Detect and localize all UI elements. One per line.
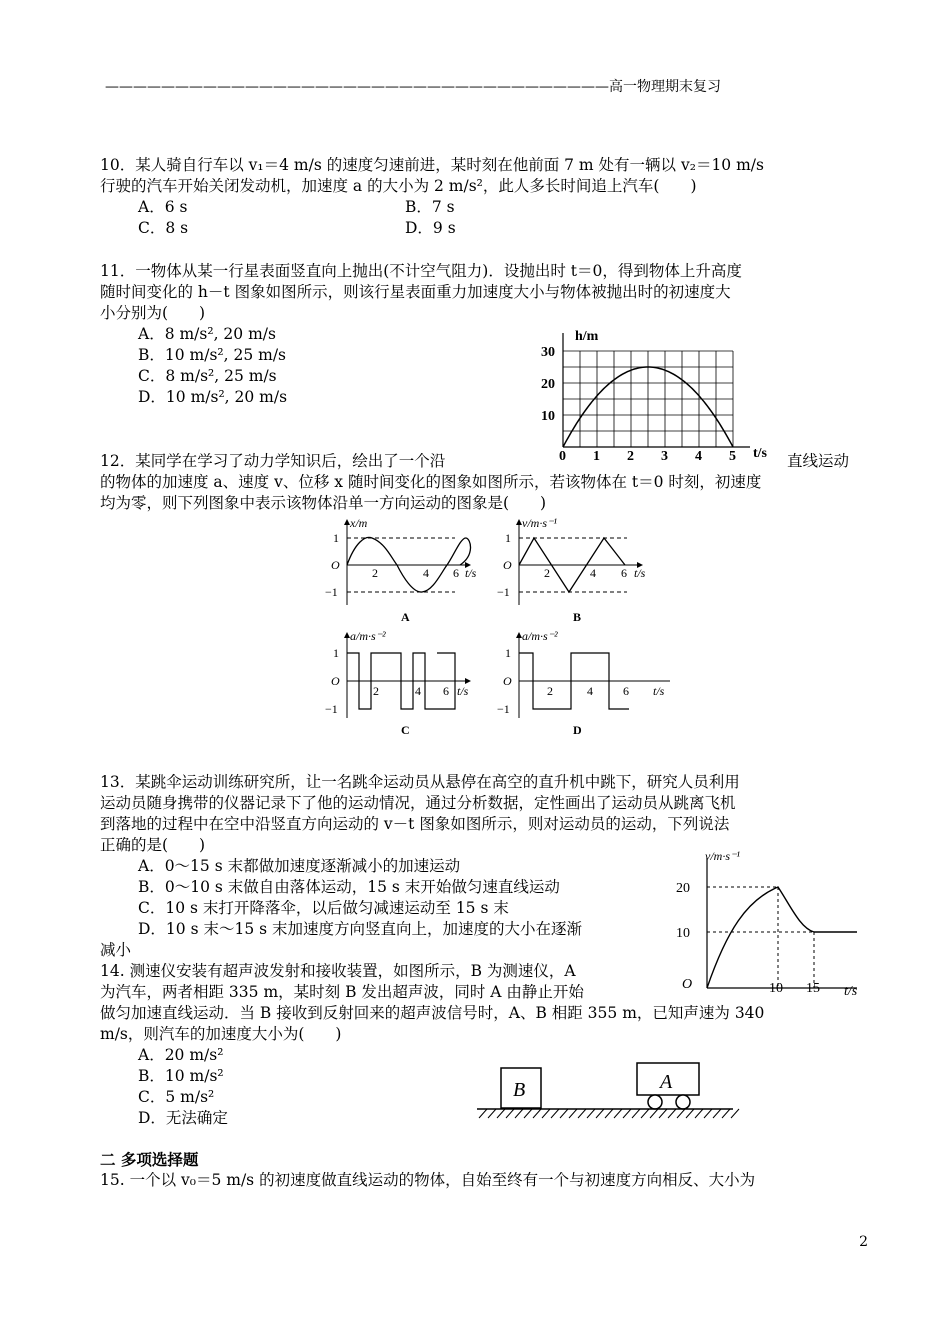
q11-line3: 小分别为( ): [100, 304, 206, 322]
origin-label: O: [682, 977, 693, 992]
graph-c-tick-6: 6: [443, 684, 449, 698]
q13-option-b: B．0～10 s 末做自由落体运动，15 s 末开始做匀速直线运动: [138, 878, 560, 896]
hatch-line: [497, 1109, 505, 1118]
q11-line1: 11．一物体从某一行星表面竖直向上抛出(不计空气阻力)．设抛出时 t＝0，得到物体上升高度: [100, 262, 742, 280]
q10-option-b: B．7 s: [405, 198, 455, 216]
graph-d: [497, 629, 670, 735]
q10-option-d: D．9 s: [405, 219, 456, 237]
graph-c-origin: O: [331, 674, 340, 688]
graph-b-tick-4: 4: [590, 566, 596, 580]
y-tick-20: 20: [676, 881, 690, 896]
y-tick-label: 10: [541, 409, 555, 424]
hatch-line: [524, 1109, 532, 1118]
q14-line1: 14. 测速仪安装有超声波发射和接收装置，如图所示，B 为测速仪，A: [100, 962, 576, 980]
header-title: 高一物理期末复习: [609, 79, 721, 95]
hatch-line: [479, 1109, 487, 1118]
q14-option-c: C．5 m/s²: [138, 1088, 215, 1106]
hatch-line: [695, 1109, 703, 1118]
q13-line1: 13．某跳伞运动训练研究所，让一名跳伞运动员从悬停在高空的直升机中跳下，研究人员利用: [100, 773, 740, 791]
v-curve: [707, 887, 857, 988]
graph-d-tick-6: 6: [623, 684, 629, 698]
car-wheel-right: [676, 1095, 690, 1109]
hatch-line: [596, 1109, 604, 1118]
graph-d-tick-2: 2: [547, 684, 553, 698]
y-tick-label: 30: [541, 345, 555, 360]
label-b: B: [513, 1079, 526, 1101]
graph-d-label: D: [573, 723, 582, 735]
x-tick-label: 4: [695, 449, 702, 464]
hatch-line: [713, 1109, 721, 1118]
q13-line3: 到落地的过程中在空中沿竖直方向运动的 v－t 图象如图所示，则对运动员的运动，下列说法: [100, 815, 730, 833]
q11-ht-chart: [535, 325, 785, 465]
ground-hatching: [479, 1109, 739, 1118]
hatch-line: [560, 1109, 568, 1118]
page-header: [105, 76, 865, 96]
hatch-line: [731, 1109, 739, 1118]
graph-c-label: C: [401, 723, 410, 735]
page-number: 2: [859, 1234, 868, 1250]
q13-line4: 正确的是( ): [100, 836, 206, 854]
graph-d-tick-neg1: −1: [497, 702, 510, 716]
hatch-line: [551, 1109, 559, 1118]
q10-line1: 10．某人骑自行车以 v₁＝4 m/s 的速度匀速前进，某时刻在他前面 7 m 处有一辆以 v₂＝10 m/s: [100, 156, 764, 174]
hatch-line: [533, 1109, 541, 1118]
hatch-line: [623, 1109, 631, 1118]
hatch-line: [686, 1109, 694, 1118]
q13-line2: 运动员随身携带的仪器记录下了他的运动情况，通过分析数据，定性画出了运动员从跳离飞机: [100, 794, 736, 812]
graph-d-xlabel: t/s: [653, 684, 665, 698]
q11-option-d: D．10 m/s², 20 m/s: [138, 388, 288, 406]
q14-figure: [475, 1060, 740, 1125]
x-tick-label: 3: [661, 449, 668, 464]
graph-c-tick-neg1: −1: [325, 702, 338, 716]
graph-b-origin: O: [503, 558, 512, 572]
q12-line1a: 12．某同学在学习了动力学知识后，绘出了一个沿: [100, 452, 446, 470]
hatch-line: [704, 1109, 712, 1118]
graph-b-tick-6: 6: [621, 566, 627, 580]
q12-line1b: 直线运动: [787, 452, 850, 470]
graph-a-tick-2: 2: [372, 566, 378, 580]
hatch-line: [677, 1109, 685, 1118]
graph-c-tick-4: 4: [415, 684, 421, 698]
hatch-line: [569, 1109, 577, 1118]
x-tick-label: 5: [729, 449, 736, 464]
graph-d-origin: O: [503, 674, 512, 688]
hatch-line: [515, 1109, 523, 1118]
graph-a-tick-1: 1: [333, 531, 339, 545]
y-axis-label: h/m: [575, 329, 599, 344]
q13-vt-chart: [672, 850, 872, 1000]
y-tick-label: 20: [541, 377, 555, 392]
graph-a-origin: O: [331, 558, 340, 572]
graph-b: [497, 516, 646, 624]
q11-line2: 随时间变化的 h－t 图象如图所示，则该行星表面重力加速度大小与物体被抛出时的初速度大: [100, 283, 731, 301]
q12-line3: 均为零，则下列图象中表示该物体沿单一方向运动的图象是( ): [100, 494, 547, 512]
hatch-line: [641, 1109, 649, 1118]
hatch-line: [632, 1109, 640, 1118]
q14-option-d: D．无法确定: [138, 1109, 228, 1127]
q14-line4: m/s，则汽车的加速度大小为( ): [100, 1025, 342, 1043]
q13-option-d-line2: 减小: [100, 941, 132, 959]
graph-d-tick-1: 1: [505, 646, 511, 660]
q14-option-b: B．10 m/s²: [138, 1067, 224, 1085]
graph-a-ylabel: x/m: [350, 516, 368, 530]
graph-b-xlabel: t/s: [634, 566, 646, 580]
graph-d-ylabel: a/m·s⁻²: [522, 629, 558, 643]
q13-option-d-line1: D．10 s 末～15 s 末加速度方向竖直向上，加速度的大小在逐渐: [138, 920, 582, 938]
graph-a-tick-6: 6: [453, 566, 459, 580]
x-tick-label: 1: [593, 449, 600, 464]
x-tick-10: 10: [769, 981, 783, 996]
hatch-line: [506, 1109, 514, 1118]
q11-option-a: A．8 m/s², 20 m/s: [138, 325, 276, 343]
car-wheel-left: [648, 1095, 662, 1109]
q14-line2: 为汽车，两者相距 335 m，某时刻 B 发出超声波，同时 A 由静止开始: [100, 983, 584, 1001]
graph-b-tick-1: 1: [505, 531, 511, 545]
hatch-line: [722, 1109, 730, 1118]
label-a: A: [660, 1071, 673, 1093]
q10-option-c: C．8 s: [138, 219, 189, 237]
hatch-line: [542, 1109, 550, 1118]
graph-a-label: A: [401, 610, 410, 624]
graph-b-tick-2: 2: [544, 566, 550, 580]
graph-c-tick-2: 2: [373, 684, 379, 698]
graph-a-tick-neg1: −1: [325, 585, 338, 599]
x-axis-label: t/s: [844, 984, 858, 999]
section-title: 二 多项选择题: [100, 1150, 199, 1169]
hatch-line: [668, 1109, 676, 1118]
graph-b-label: B: [573, 610, 582, 624]
graph-c-xlabel: t/s: [457, 684, 469, 698]
graph-a-tick-4: 4: [423, 566, 429, 580]
header-rule: ————————————————————————————————————: [105, 79, 609, 95]
q12-graphs: [325, 515, 670, 735]
graph-b-ylabel: v/m·s⁻¹: [522, 516, 557, 530]
q14-line3: 做匀加速直线运动．当 B 接收到反射回来的超声波信号时，A、B 相距 355 m，已知声速为 340: [100, 1004, 765, 1022]
q13-option-c: C．10 s 末打开降落伞，以后做匀减速运动至 15 s 末: [138, 899, 509, 917]
graph-a-xlabel: t/s: [465, 566, 477, 580]
x-tick-label: 2: [627, 449, 634, 464]
q14-option-a: A．20 m/s²: [138, 1046, 224, 1064]
graph-c-tick-1: 1: [333, 646, 339, 660]
hatch-line: [659, 1109, 667, 1118]
x-tick-15: 15: [806, 981, 820, 996]
graph-b-tick-neg1: −1: [497, 585, 510, 599]
q13-option-a: A．0～15 s 末都做加速度逐渐减小的加速运动: [138, 857, 461, 875]
hatch-line: [578, 1109, 586, 1118]
y-axis-label: v/m·s⁻¹: [705, 850, 740, 863]
q11-option-c: C．8 m/s², 25 m/s: [138, 367, 277, 385]
hatch-line: [587, 1109, 595, 1118]
q11-option-b: B．10 m/s², 25 m/s: [138, 346, 287, 364]
q12-line2: 的物体的加速度 a、速度 v、位移 x 随时间变化的图象如图所示，若该物体在 t＝0 时刻，初速度: [100, 473, 762, 491]
hatch-line: [488, 1109, 496, 1118]
graph-a: [325, 516, 477, 624]
q10-option-a: A．6 s: [138, 198, 188, 216]
graph-c: [325, 629, 470, 735]
graph-c-ylabel: a/m·s⁻²: [350, 629, 386, 643]
hatch-line: [650, 1109, 658, 1118]
x-axis-label: t/s: [753, 446, 767, 461]
graph-d-tick-4: 4: [587, 684, 593, 698]
y-tick-10: 10: [676, 926, 690, 941]
q15-line1: 15. 一个以 v₀＝5 m/s 的初速度做直线运动的物体，自始至终有一个与初速度方向相反、大小为: [100, 1171, 756, 1189]
q10-line2: 行驶的汽车开始关闭发动机，加速度 a 的大小为 2 m/s²，此人多长时间追上汽车( ): [100, 177, 697, 195]
hatch-line: [605, 1109, 613, 1118]
x-tick-label: 0: [559, 449, 566, 464]
hatch-line: [614, 1109, 622, 1118]
